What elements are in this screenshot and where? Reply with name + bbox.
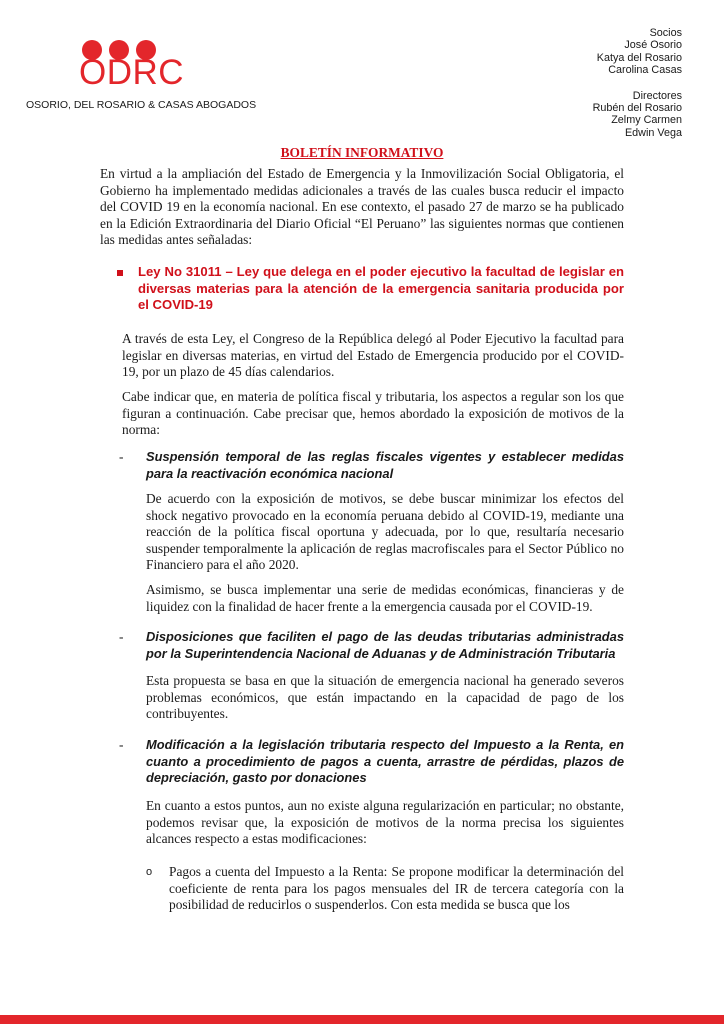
firm-name: OSORIO, DEL ROSARIO & CASAS ABOGADOS — [26, 99, 257, 111]
law-paragraph: Cabe indicar que, en materia de política fiscal y tributaria, los aspectos a regular son los que figuran a continuación. Cabe precisar que, hemos abordado la exposición de motivos de la norma: — [122, 389, 624, 438]
socio-name: Katya del Rosario — [596, 51, 682, 64]
bulletin-title: BOLETÍN INFORMATIVO — [280, 145, 444, 160]
director-name: Rubén del Rosario — [592, 102, 682, 115]
footer-bar — [0, 1015, 724, 1024]
item-heading: Suspensión temporal de las reglas fiscales vigentes y establecer medidas para la reactivación económica nacional — [146, 449, 624, 481]
dash-bullet: - — [119, 629, 124, 644]
law-heading: Ley No 31011 – Ley que delega en el poder ejecutivo la facultad de legislar en diversas materias para la atención de la emergencia sanitaria producida por el COVID-19 — [138, 264, 624, 312]
logo-text: ODRC — [79, 53, 185, 92]
item-paragraph: Asimismo, se busca implementar una serie de medidas económicas, financieras y de liquidez con la finalidad de hacer frente a la emergencia causada por el COVID-19. — [146, 582, 624, 614]
director-name: Edwin Vega — [624, 126, 682, 139]
square-bullet-icon — [117, 270, 123, 276]
socio-name: Carolina Casas — [608, 64, 682, 77]
item-paragraph: Esta propuesta se basa en que la situación de emergencia nacional ha generado severos problemas económicos, que están impactando en la capacidad de pago de los contribuyentes. — [146, 673, 624, 722]
item-paragraph: En cuanto a estos puntos, aun no existe alguna regularización en particular; no obstante, podemos revisar que, la exposición de motivos de la norma precisa los siguientes alcances respecto a estas modificaciones: — [146, 798, 624, 847]
item-heading: Modificación a la legislación tributaria respecto del Impuesto a la Renta, en cuanto a procedimiento de pagos a cuenta, arrastre de pérdidas, plazos de depreciación, gasto por donaciones — [146, 737, 624, 785]
intro-paragraph: En virtud a la ampliación del Estado de Emergencia y la Inmovilización Social Obligatoria, el Gobierno ha implementado medidas adicionales a través de las cuales busca reducir el impacto del COVID 19 en la economía nacional. En ese contexto, el pasado 27 de marzo se ha publicado en la Edición Extraordinaria del Diario Oficial “El Peruano” las siguientes normas que contienen las medidas antes señaladas: — [100, 166, 624, 248]
circle-bullet-icon: o — [146, 866, 153, 878]
director-name: Zelmy Carmen — [611, 114, 682, 127]
directores-label: Directores — [632, 89, 682, 102]
socio-name: José Osorio — [624, 39, 682, 52]
partners-block — [593, 27, 682, 139]
socios-label: Socios — [649, 27, 682, 39]
dash-bullet: - — [119, 449, 124, 464]
item-paragraph: De acuerdo con la exposición de motivos, se debe buscar minimizar los efectos del shock negativo provocado en la economía peruana debido al COVID-19, mediante una reacción de la política fiscal oportuna y adecuada, por lo que, resultaría necesario suspender temporalmente la aplicación de reglas macrofiscales para el Sector Público no Financiero para el año 2020. — [146, 491, 624, 573]
item-heading: Disposiciones que faciliten el pago de las deudas tributarias administradas por la Superintendencia Nacional de Aduanas y de Administración Tributaria — [146, 629, 624, 661]
law-paragraph: A través de esta Ley, el Congreso de la República delegó al Poder Ejecutivo la facultad para legislar en diversas materias, en virtud del Estado de Emergencia producido por el COVID-19, por un plazo de 45 días calendarios. — [122, 331, 624, 380]
dash-bullet: - — [119, 737, 124, 752]
bullet-paragraph: Pagos a cuenta del Impuesto a la Renta: Se propone modificar la determinación del coeficiente de renta para los pagos mensuales del IR de tercera categoría con la posibilidad de reducirlos o suspenderlos. Con esta medida se busca que los — [169, 864, 624, 913]
